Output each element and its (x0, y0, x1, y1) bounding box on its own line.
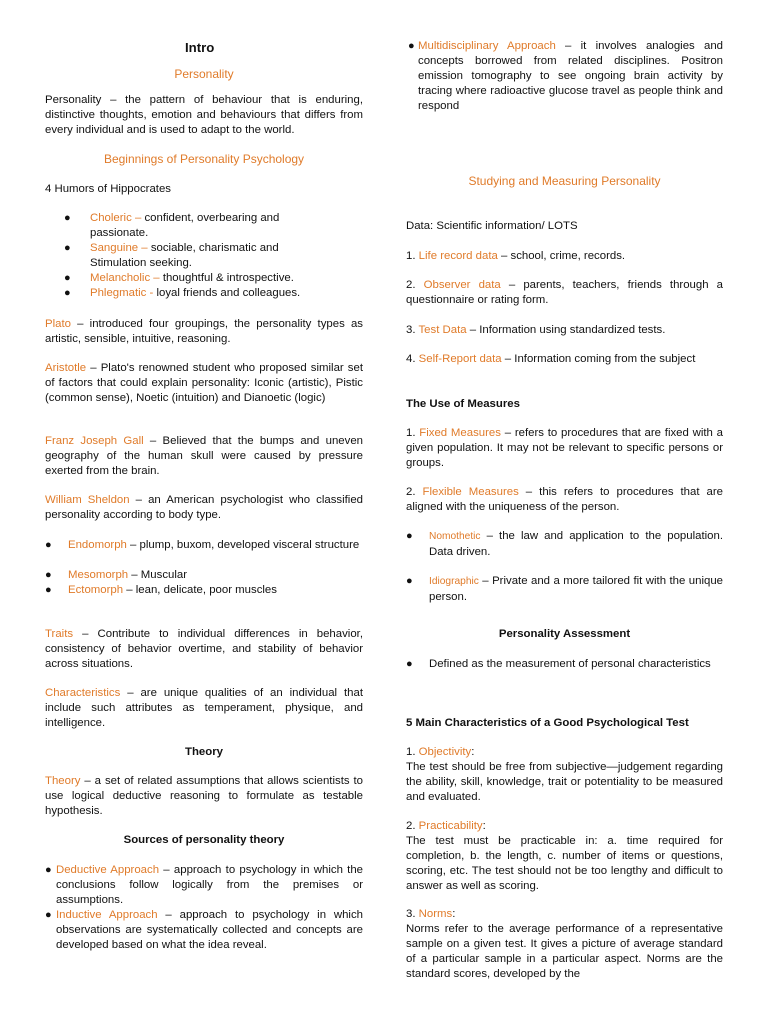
list-item-text (45, 863, 363, 908)
sources-heading: Sources of personality theory (123, 834, 285, 846)
list-item-text (45, 908, 363, 953)
traits-paragraph (45, 627, 363, 672)
data-item-desc: – school, crime, records. (497, 250, 626, 262)
list-item (45, 583, 363, 598)
objectivity-text: The test should be free from subjective—judgement regarding the ability, skill, knowledge, trait or potentiality to be measured and evaluated. (406, 761, 723, 803)
assessment-heading: Personality Assessment (498, 628, 631, 640)
data-item-desc: – parents, teachers, friends through a questionnaire or rating form. (406, 279, 723, 306)
idiographic-list (406, 574, 723, 605)
personality-heading: Personality (174, 67, 234, 81)
bullet-icon: ● (45, 584, 52, 596)
bullet-icon: ● (45, 539, 52, 551)
norms-term: Norms (418, 908, 453, 920)
objectivity-colon: : (471, 746, 475, 758)
bullet-icon: ● (64, 242, 71, 254)
norms-colon: : (452, 908, 456, 920)
data-heading: Data: Scientific information/ LOTS (406, 220, 578, 232)
multi-text: – it involves analogies and concepts borrowed from related disciplines. Positron emission tomography to see ongoing brain activity by tracing where radioactive glucose travel as people think and respond (418, 40, 724, 112)
studying-heading: Studying and Measuring Personality (468, 174, 661, 188)
intro-heading: Intro (185, 40, 215, 55)
humor-desc: sociable, charismatic and Stimulation seeking. (90, 242, 279, 269)
list-item (406, 574, 723, 605)
list-item (45, 241, 363, 271)
characteristics-term: Characteristics (45, 687, 121, 699)
humor-desc: loyal friends and colleagues. (156, 287, 301, 299)
approaches-list (45, 863, 363, 953)
practicability-term: Practicability (418, 820, 483, 832)
norms-label (406, 907, 723, 922)
aristotle-text: – Plato's renowned student who proposed similar set of factors that could explain personality: Iconic (artistic), Pistic (common sense), Noetic (intuition) and Dianoetic (logic) (45, 362, 363, 404)
list-item-text (45, 538, 363, 553)
data-item (406, 323, 723, 338)
nomothetic-list (406, 529, 723, 560)
fixed-num: 1. (406, 427, 420, 439)
list-item-text (45, 241, 310, 271)
humor-term: Sanguine – (90, 242, 151, 254)
list-item-text (45, 568, 363, 583)
approach-term: Deductive Approach (56, 864, 160, 876)
practicability-label (406, 819, 723, 834)
personality-definition: Personality – the pattern of behaviour that is enduring, distinctive thoughts, emotion and behaviours that differs from every individual and is used to adapt to the world. (45, 94, 363, 136)
sheldon-paragraph (45, 493, 363, 523)
objectivity-term: Objectivity (418, 746, 472, 758)
data-item (406, 278, 723, 308)
list-item (406, 529, 723, 560)
objectivity-label (406, 745, 723, 760)
data-item (406, 352, 723, 367)
plato-paragraph (45, 317, 363, 347)
traits-term: Traits (45, 628, 74, 640)
list-item (45, 211, 363, 241)
data-item-term: Life record data (418, 250, 498, 262)
practicability-colon: : (482, 820, 486, 832)
humor-desc: confident, overbearing and passionate. (90, 212, 280, 239)
gall-term: Franz Joseph Gall (45, 435, 144, 447)
idiographic-text: – Private and a more tailored fit with the unique person. (429, 575, 723, 603)
data-item-num: 2. (406, 279, 424, 291)
fixed-term: Fixed Measures (419, 427, 501, 439)
data-item-desc: – Information coming from the subject (501, 353, 696, 365)
body-type-desc: – Muscular (128, 569, 188, 581)
fixed-measures-paragraph (406, 426, 723, 471)
body-type-term: Mesomorph (68, 569, 129, 581)
approach-desc: – approach to psychology in which the conclusions follow logically from the premises or assumptions. (56, 864, 363, 906)
data-item-num: 3. (406, 324, 419, 336)
list-item (45, 286, 363, 301)
nomothetic-text: – the law and application to the population. Data driven. (429, 530, 723, 558)
data-item-term: Self-Report data (418, 353, 502, 365)
list-item (45, 271, 363, 286)
theory-term: Theory (45, 775, 81, 787)
approach-desc: – approach to psychology in which observations are systematically collected and concepts are developed based on what the idea reveal. (56, 909, 363, 951)
multi-term: Multidisciplinary Approach (418, 40, 556, 52)
bullet-icon: ● (64, 272, 71, 284)
body-type-desc: – plump, buxom, developed visceral structure (126, 539, 360, 551)
data-item (406, 249, 723, 264)
practicability-num: 2. (406, 820, 419, 832)
list-item (45, 568, 363, 583)
list-item (45, 863, 363, 908)
flexible-measures-paragraph (406, 485, 723, 515)
norms-num: 3. (406, 908, 419, 920)
list-item (406, 657, 723, 672)
fixed-text: – refers to procedures that are fixed with a given population. It may not be relevant to specific persons or groups. (406, 427, 723, 469)
objectivity-num: 1. (406, 746, 419, 758)
plato-term: Plato (45, 318, 71, 330)
theory-heading: Theory (185, 746, 223, 758)
theory-paragraph (45, 774, 363, 819)
humor-desc: thoughtful & introspective. (162, 272, 294, 284)
characteristics-text: – are unique qualities of an individual that include such attributes as temperament, physique, and intelligence. (45, 687, 363, 729)
traits-text: – Contribute to individual differences in behavior, consistency of behavior overtime, and stability of behavior across situations. (45, 628, 363, 670)
aristotle-paragraph (45, 361, 363, 406)
data-item-num: 4. (406, 353, 419, 365)
approach-term: Inductive Approach (56, 909, 158, 921)
flexible-num: 2. (406, 486, 423, 498)
body-type-term: Endomorph (68, 539, 127, 551)
gall-text: – Believed that the bumps and uneven geography of the human skull were caused by pressure exerted from the brain. (45, 435, 363, 477)
data-item-term: Test Data (418, 324, 467, 336)
list-item-text: Defined as the measurement of personal characteristics (429, 658, 711, 670)
bullet-icon: ● (45, 909, 52, 921)
five-characteristics-heading: 5 Main Characteristics of a Good Psychological Test (406, 717, 689, 729)
list-item (45, 908, 363, 953)
flexible-term: Flexible Measures (422, 486, 519, 498)
list-item (406, 39, 723, 114)
list-item-text (406, 529, 723, 560)
practicability-text: The test must be practicable in: a. time required for completion, b. the length, c. number of items or questions, scoring, etc. The test should not be too lengthy and difficult to answer as well as scoring. (406, 835, 723, 892)
data-item-num: 1. (406, 250, 419, 262)
data-item-term: Observer data (423, 279, 501, 291)
idiographic-term: Idiographic (429, 576, 479, 587)
body-type-desc: – lean, delicate, poor muscles (123, 584, 277, 596)
beginnings-heading: Beginnings of Personality Psychology (103, 152, 305, 166)
bullet-icon: ● (406, 658, 413, 670)
use-of-measures-heading: The Use of Measures (406, 398, 520, 410)
multidisciplinary-list (406, 39, 723, 114)
body-types-list (45, 538, 363, 598)
humor-term: Phlegmatic - (90, 287, 157, 299)
sheldon-term: William Sheldon (45, 494, 130, 506)
bullet-icon: ● (64, 212, 71, 224)
assessment-list (406, 657, 723, 672)
humors-list (45, 211, 363, 301)
bullet-icon: ● (408, 40, 415, 52)
aristotle-term: Aristotle (45, 362, 87, 374)
gall-paragraph (45, 434, 363, 479)
characteristics-paragraph (45, 686, 363, 731)
sheldon-text: – an American psychologist who classified personality according to body type. (45, 494, 363, 521)
list-item-text (45, 211, 310, 241)
body-type-term: Ectomorph (68, 584, 124, 596)
list-item-text (45, 286, 363, 301)
bullet-icon: ● (45, 864, 52, 876)
list-item-text (45, 271, 363, 286)
humors-heading: 4 Humors of Hippocrates (45, 183, 171, 195)
list-item (45, 538, 363, 568)
flexible-text: – this refers to procedures that are aligned with the uniqueness of the person. (406, 486, 723, 513)
list-item-text (45, 583, 363, 598)
humor-term: Choleric – (90, 212, 145, 224)
bullet-icon: ● (406, 575, 413, 587)
list-item-text (406, 39, 723, 114)
bullet-icon: ● (64, 287, 71, 299)
data-item-desc: – Information using standardized tests. (466, 324, 666, 336)
norms-text: Norms refer to the average performance of a representative sample on a given test. It gives a picture of average standard of a particular sample in a particular aspect. Norms are the standard scores, developed by the (406, 923, 723, 980)
bullet-icon: ● (45, 569, 52, 581)
humor-term: Melancholic – (90, 272, 163, 284)
nomothetic-term: Nomothetic (429, 531, 481, 542)
theory-text: – a set of related assumptions that allows scientists to use logical deductive reasoning to formulate as testable hypothesis. (45, 775, 363, 817)
list-item-text (406, 574, 723, 605)
plato-text: – introduced four groupings, the personality types as artistic, sensible, intuitive, reasoning. (45, 318, 363, 345)
bullet-icon: ● (406, 530, 413, 542)
